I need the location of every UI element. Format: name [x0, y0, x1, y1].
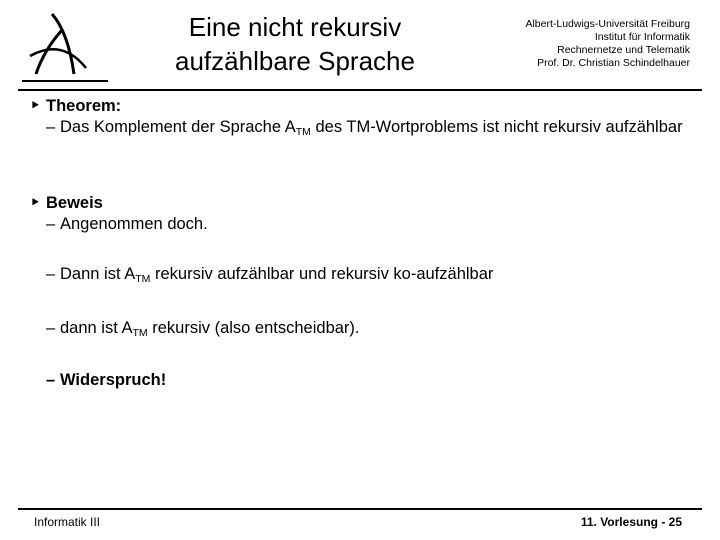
- header-divider: [18, 89, 702, 91]
- university-logo-icon: [22, 10, 108, 80]
- arrow-bullet-icon: ‣: [30, 194, 41, 212]
- theorem-heading: ‣ Theorem:: [30, 97, 122, 115]
- footer-course: Informatik III: [34, 515, 101, 529]
- logo-underline: [22, 80, 108, 82]
- arrow-bullet-icon: ‣: [30, 97, 41, 115]
- theorem-section: [30, 96, 690, 138]
- footer-divider: [18, 508, 702, 510]
- proof-section: [30, 193, 690, 235]
- institution-line: Prof. Dr. Christian Schindelhauer: [537, 57, 690, 69]
- theorem-text: – Das Komplement der Sprache $A_{TM}$ des TM-Wortproblems ist nicht rekursiv aufzählbar: [46, 118, 683, 138]
- institution-block: [450, 18, 690, 70]
- slide-title: [140, 10, 450, 78]
- proof-step-3: – dann ist $A_{TM}$ rekursiv (also entscheidbar).: [46, 319, 360, 339]
- institution-line: Institut für Informatik: [594, 31, 690, 43]
- institution-line: Rechnernetze und Telematik: [557, 44, 690, 56]
- proof-step-1: – Angenommen doch.: [46, 215, 208, 233]
- institution-line: Albert-Ludwigs-Universität Freiburg: [525, 18, 690, 30]
- title-line-1: Eine nicht rekursiv: [188, 12, 402, 42]
- title-line-2: aufzählbare Sprache: [175, 46, 415, 76]
- footer-lecture: 11. Vorlesung - 25: [580, 515, 682, 529]
- proof-step-2: – Dann ist $A_{TM}$ rekursiv aufzählbar und rekursiv ko-aufzählbar: [46, 265, 494, 285]
- proof-step-4: – Widerspruch!: [46, 371, 167, 389]
- proof-heading: ‣ Beweis: [30, 194, 103, 212]
